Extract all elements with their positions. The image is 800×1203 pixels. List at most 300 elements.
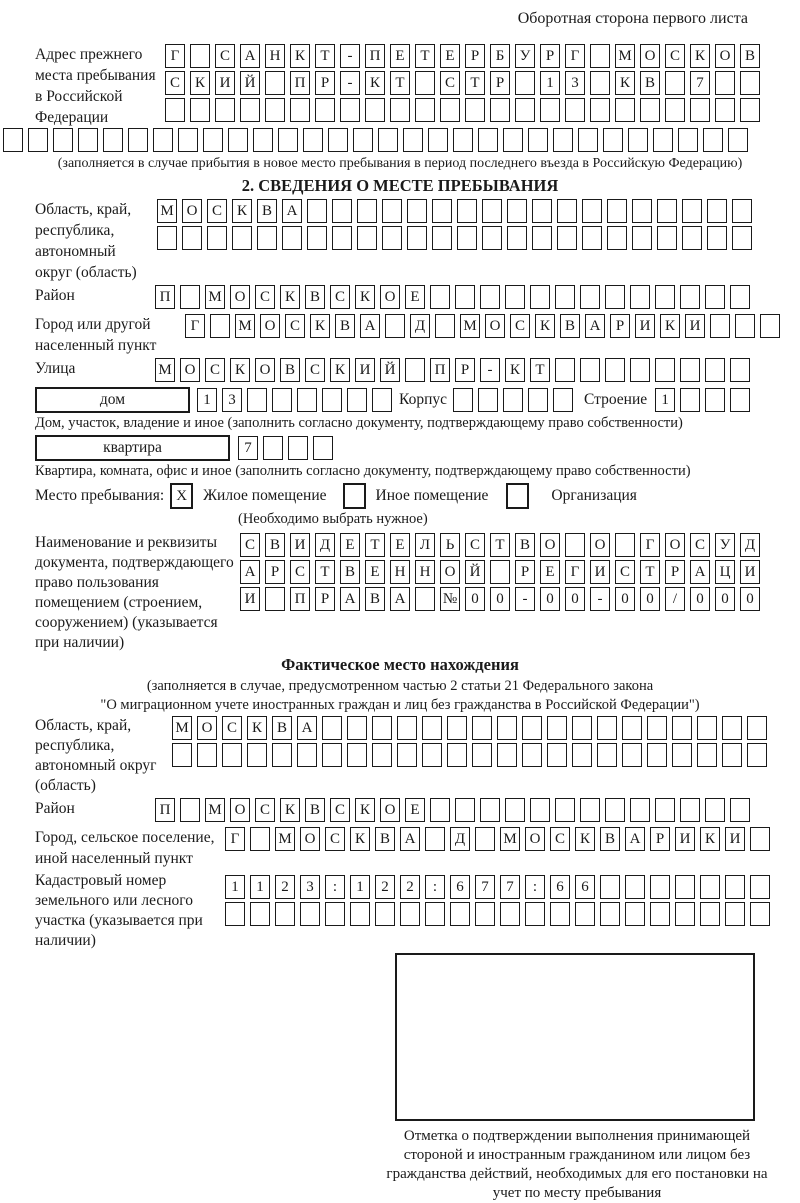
char-box (622, 716, 642, 740)
char-box (632, 226, 652, 250)
char-box: В (375, 827, 395, 851)
char-box: 3 (565, 71, 585, 95)
fact-raion-block (0, 798, 800, 825)
char-box (357, 226, 377, 250)
mesto-block (35, 483, 800, 509)
char-box: Р (315, 71, 335, 95)
char-box: И (290, 533, 310, 557)
char-box (522, 743, 542, 767)
char-box (730, 358, 750, 382)
fact-gorod-row (225, 827, 775, 851)
char-box (680, 388, 700, 412)
char-box (680, 285, 700, 309)
char-box (725, 875, 745, 899)
char-box: 2 (375, 875, 395, 899)
char-box: 0 (540, 587, 560, 611)
char-box: С (290, 560, 310, 584)
char-box (228, 128, 248, 152)
oblast-grid (157, 199, 757, 253)
char-box (707, 199, 727, 223)
char-box (425, 827, 445, 851)
char-box: К (280, 798, 300, 822)
ulitsa-label: Улица (35, 360, 76, 377)
char-box: А (585, 314, 605, 338)
char-box (715, 98, 735, 122)
char-box: О (640, 44, 660, 68)
char-box (732, 226, 752, 250)
char-box: К (365, 71, 385, 95)
char-box (605, 358, 625, 382)
char-box: К (290, 44, 310, 68)
fact-title: Фактическое место нахождения (281, 655, 519, 674)
char-box (682, 226, 702, 250)
char-box: Е (390, 533, 410, 557)
char-box (730, 388, 750, 412)
char-box: 7 (475, 875, 495, 899)
char-box: С (165, 71, 185, 95)
char-box: А (360, 314, 380, 338)
char-box (650, 902, 670, 926)
char-box: 3 (300, 875, 320, 899)
char-box: Н (415, 560, 435, 584)
char-box: - (340, 44, 360, 68)
char-box (700, 875, 720, 899)
char-box: - (340, 71, 360, 95)
char-box: А (282, 199, 302, 223)
char-box (372, 388, 392, 412)
char-box (390, 98, 410, 122)
char-box: Н (265, 44, 285, 68)
option-inoe-label: Иное помещение (375, 487, 489, 504)
char-box (497, 716, 517, 740)
char-box (455, 798, 475, 822)
char-box: - (590, 587, 610, 611)
char-box (165, 98, 185, 122)
char-box (407, 199, 427, 223)
stamp-note: Отметка о подтверждении выполнения принимающей стороной и иностранным гражданином или лицом без гражданства действий, необходимых для его постановки на учет по месту пребывания (386, 1128, 768, 1201)
char-box: Е (405, 798, 425, 822)
char-box (482, 226, 502, 250)
char-box (497, 743, 517, 767)
char-box (705, 285, 725, 309)
char-box: О (380, 798, 400, 822)
char-box (578, 128, 598, 152)
stroenie-cells (655, 388, 755, 412)
kadastr-row-1 (225, 875, 775, 899)
char-box: И (590, 560, 610, 584)
char-box: Д (740, 533, 760, 557)
char-box: А (340, 587, 360, 611)
char-box: С (465, 533, 485, 557)
char-box: Т (640, 560, 660, 584)
char-box: Р (490, 71, 510, 95)
char-box: 0 (490, 587, 510, 611)
char-box (315, 98, 335, 122)
char-box (540, 98, 560, 122)
page-side-note: Оборотная сторона первого листа (517, 10, 748, 27)
char-box: М (500, 827, 520, 851)
oblast-block (0, 199, 800, 283)
char-box: 6 (575, 875, 595, 899)
stamp-area (395, 953, 755, 1121)
char-box: С (285, 314, 305, 338)
char-box (628, 128, 648, 152)
document-grid (240, 533, 765, 614)
char-box (207, 226, 227, 250)
char-box (528, 128, 548, 152)
char-box: Д (315, 533, 335, 557)
char-box (385, 314, 405, 338)
char-box: К (660, 314, 680, 338)
fact-oblast-block (0, 716, 800, 796)
char-box (153, 128, 173, 152)
char-box (750, 875, 770, 899)
char-box (690, 98, 710, 122)
char-box: 2 (275, 875, 295, 899)
char-box: В (740, 44, 760, 68)
oblast-row-1 (157, 199, 757, 223)
char-box: О (230, 285, 250, 309)
char-box (300, 902, 320, 926)
char-box: И (240, 587, 260, 611)
char-box: А (297, 716, 317, 740)
prev-address-row-4 (3, 128, 800, 152)
char-box (605, 285, 625, 309)
oblast-label: Область, край, республика, автономный округ (область) (35, 201, 137, 281)
char-box: У (715, 533, 735, 557)
char-box (447, 743, 467, 767)
char-box: О (260, 314, 280, 338)
char-box: В (272, 716, 292, 740)
char-box: С (690, 533, 710, 557)
char-box (265, 587, 285, 611)
char-box: О (665, 533, 685, 557)
fact-gorod-label: Город, сельское поселение, иной населенный пункт (35, 829, 215, 867)
char-box: К (310, 314, 330, 338)
char-box (265, 98, 285, 122)
char-box (365, 98, 385, 122)
char-box (407, 226, 427, 250)
char-box: М (460, 314, 480, 338)
char-box: А (625, 827, 645, 851)
char-box: 0 (465, 587, 485, 611)
char-box: 0 (565, 587, 585, 611)
char-box: Г (640, 533, 660, 557)
char-box (415, 98, 435, 122)
char-box (203, 128, 223, 152)
char-box (425, 902, 445, 926)
checkbox-zhiloe: X (170, 483, 193, 509)
option-zhiloe-label: Жилое помещение (203, 487, 327, 504)
char-box (322, 743, 342, 767)
char-box (590, 71, 610, 95)
char-box: Р (650, 827, 670, 851)
char-box: Л (415, 533, 435, 557)
char-box (653, 128, 673, 152)
char-box: Е (540, 560, 560, 584)
char-box (640, 98, 660, 122)
char-box: : (425, 875, 445, 899)
char-box (328, 128, 348, 152)
ulitsa-row (155, 358, 755, 382)
char-box: К (350, 827, 370, 851)
section2-title: 2. СВЕДЕНИЯ О МЕСТЕ ПРЕБЫВАНИЯ (241, 176, 559, 195)
char-box (210, 314, 230, 338)
fact-oblast-grid (172, 716, 772, 770)
char-box (182, 226, 202, 250)
char-box (715, 71, 735, 95)
char-box (507, 226, 527, 250)
char-box (400, 902, 420, 926)
char-box (722, 743, 742, 767)
char-box (322, 716, 342, 740)
char-box (553, 388, 573, 412)
char-box (453, 388, 473, 412)
char-box (735, 314, 755, 338)
char-box (750, 902, 770, 926)
char-box (740, 71, 760, 95)
fact-raion-row (155, 798, 755, 822)
char-box (450, 902, 470, 926)
char-box: В (265, 533, 285, 557)
char-box: С (325, 827, 345, 851)
checkbox-inoe (343, 483, 366, 509)
char-box: Р (315, 587, 335, 611)
char-box (428, 128, 448, 152)
kadastr-row-2 (225, 902, 775, 926)
char-box: 2 (400, 875, 420, 899)
char-box (557, 199, 577, 223)
char-box (53, 128, 73, 152)
char-box: Д (410, 314, 430, 338)
char-box (503, 128, 523, 152)
char-box: Г (225, 827, 245, 851)
char-box (247, 388, 267, 412)
char-box: К (505, 358, 525, 382)
char-box: О (715, 44, 735, 68)
char-box (128, 128, 148, 152)
char-box: 1 (655, 388, 675, 412)
char-box: Е (390, 44, 410, 68)
char-box (303, 128, 323, 152)
kvartira-block (0, 435, 800, 461)
char-box (703, 128, 723, 152)
char-box (657, 226, 677, 250)
char-box (372, 743, 392, 767)
char-box (555, 798, 575, 822)
char-box (490, 98, 510, 122)
fact-oblast-label: Область, край, республика, автономный округ (область) (35, 717, 157, 794)
fact-oblast-row-2 (172, 743, 772, 767)
char-box: 7 (500, 875, 520, 899)
char-box: 1 (250, 875, 270, 899)
char-box: К (190, 71, 210, 95)
char-box (615, 98, 635, 122)
char-box (455, 285, 475, 309)
char-box (553, 128, 573, 152)
char-box: П (290, 71, 310, 95)
char-box (590, 98, 610, 122)
char-box: - (515, 587, 535, 611)
char-box: Г (565, 44, 585, 68)
char-box (382, 199, 402, 223)
kvartira-note: Квартира, комната, офис и иное (заполнить согласно документу, подтверждающему право собственности) (35, 463, 691, 479)
char-box (580, 358, 600, 382)
char-box (730, 285, 750, 309)
char-box: С (255, 285, 275, 309)
char-box: К (230, 358, 250, 382)
char-box: Д (450, 827, 470, 851)
char-box (532, 199, 552, 223)
char-box (525, 902, 545, 926)
char-box (572, 716, 592, 740)
char-box (675, 875, 695, 899)
char-box (472, 743, 492, 767)
fact-note-1: (заполняется в случае, предусмотренном частью 2 статьи 21 Федерального закона (146, 678, 654, 694)
char-box: Й (380, 358, 400, 382)
char-box (353, 128, 373, 152)
char-box (697, 743, 717, 767)
char-box (190, 44, 210, 68)
char-box (515, 71, 535, 95)
char-box (357, 199, 377, 223)
char-box: М (157, 199, 177, 223)
char-box: Й (240, 71, 260, 95)
char-box (597, 716, 617, 740)
char-box (378, 128, 398, 152)
char-box (247, 743, 267, 767)
char-box: К (247, 716, 267, 740)
char-box: 0 (715, 587, 735, 611)
char-box (440, 98, 460, 122)
char-box (625, 875, 645, 899)
char-box: О (540, 533, 560, 557)
char-box: К (700, 827, 720, 851)
char-box: В (257, 199, 277, 223)
document-row-1 (240, 533, 765, 557)
char-box (307, 226, 327, 250)
char-box: В (280, 358, 300, 382)
char-box (397, 716, 417, 740)
dom-note: Дом, участок, владение и иное (заполнить согласно документу, подтверждающему право собственности) (35, 415, 683, 431)
dom-cells (197, 388, 397, 412)
char-box (730, 798, 750, 822)
char-box (265, 71, 285, 95)
document-label: Наименование и реквизиты документа, подтверждающего право пользования помещением (строением, сооружением) (указывается при наличии) (35, 534, 234, 651)
char-box (707, 226, 727, 250)
char-box: П (155, 285, 175, 309)
char-box (760, 314, 780, 338)
char-box: № (440, 587, 460, 611)
char-box (382, 226, 402, 250)
char-box: Р (515, 560, 535, 584)
stroenie-label: Строение (584, 391, 648, 408)
char-box (457, 226, 477, 250)
char-box (675, 902, 695, 926)
raion-row (155, 285, 755, 309)
char-box: К (535, 314, 555, 338)
char-box (103, 128, 123, 152)
char-box (190, 98, 210, 122)
char-box (405, 358, 425, 382)
char-box (580, 798, 600, 822)
char-box (278, 128, 298, 152)
char-box (550, 902, 570, 926)
fact-oblast-row-1 (172, 716, 772, 740)
char-box (615, 533, 635, 557)
char-box: С (550, 827, 570, 851)
char-box: 0 (615, 587, 635, 611)
char-box (347, 716, 367, 740)
char-box: К (690, 44, 710, 68)
char-box: Е (405, 285, 425, 309)
char-box (422, 716, 442, 740)
char-box (507, 199, 527, 223)
char-box (505, 798, 525, 822)
char-box (740, 98, 760, 122)
char-box: О (440, 560, 460, 584)
char-box (705, 358, 725, 382)
char-box (680, 798, 700, 822)
char-box: В (365, 587, 385, 611)
char-box: О (380, 285, 400, 309)
char-box: В (305, 285, 325, 309)
char-box: О (180, 358, 200, 382)
char-box (272, 388, 292, 412)
char-box (682, 199, 702, 223)
char-box: И (675, 827, 695, 851)
char-box (590, 44, 610, 68)
char-box (478, 128, 498, 152)
char-box: В (340, 560, 360, 584)
char-box (705, 388, 725, 412)
char-box (528, 388, 548, 412)
char-box: 3 (222, 388, 242, 412)
char-box (457, 199, 477, 223)
char-box (530, 285, 550, 309)
char-box (78, 128, 98, 152)
char-box (478, 388, 498, 412)
char-box: С (305, 358, 325, 382)
char-box (222, 743, 242, 767)
char-box: : (525, 875, 545, 899)
char-box: И (740, 560, 760, 584)
char-box (257, 226, 277, 250)
korpus-cells (453, 388, 578, 412)
char-box: 1 (540, 71, 560, 95)
char-box (232, 226, 252, 250)
char-box (322, 388, 342, 412)
char-box (515, 98, 535, 122)
char-box (332, 226, 352, 250)
char-box (547, 743, 567, 767)
char-box (490, 560, 510, 584)
char-box (750, 827, 770, 851)
char-box (672, 743, 692, 767)
char-box: М (155, 358, 175, 382)
char-box: Т (465, 71, 485, 95)
char-box: Т (490, 533, 510, 557)
char-box: К (280, 285, 300, 309)
char-box (272, 743, 292, 767)
char-box (403, 128, 423, 152)
char-box (728, 128, 748, 152)
char-box: К (330, 358, 350, 382)
char-box: Г (185, 314, 205, 338)
char-box (430, 798, 450, 822)
char-box: Ц (715, 560, 735, 584)
char-box (565, 533, 585, 557)
